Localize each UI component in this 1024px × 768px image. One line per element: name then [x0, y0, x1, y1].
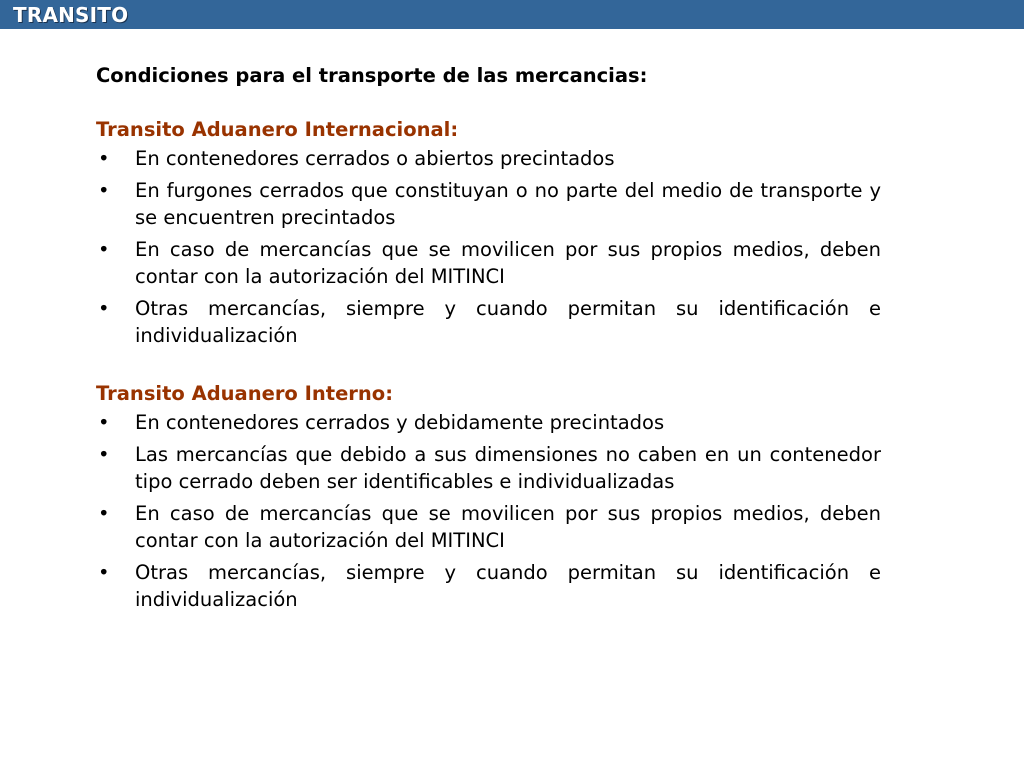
list-item-text: En contenedores cerrados o abiertos precintados	[135, 147, 615, 170]
title-bar	[0, 0, 1024, 29]
list-item-text: Otras mercancías, siempre y cuando permitan su identificación e individualización	[135, 297, 881, 347]
bullet-icon: •	[98, 443, 110, 466]
list-item-text: En furgones cerrados que constituyan o no parte del medio de transporte y se encuentren precintados	[135, 179, 881, 229]
list-item-text: En caso de mercancías que se movilicen por sus propios medios, deben contar con la autorización del MITINCI	[135, 502, 881, 552]
main-heading: Condiciones para el transporte de las mercancias:	[96, 64, 648, 87]
bullet-icon: •	[98, 561, 110, 584]
list-item-text: Otras mercancías, siempre y cuando permitan su identificación e individualización	[135, 561, 881, 611]
list-item	[96, 500, 881, 554]
list-item	[96, 177, 881, 231]
bullet-icon: •	[98, 179, 110, 202]
list-item-text: En contenedores cerrados y debidamente precintados	[135, 411, 665, 434]
bullet-icon: •	[98, 297, 110, 320]
bullet-icon: •	[98, 147, 110, 170]
bullet-icon: •	[98, 411, 110, 434]
bullet-icon: •	[98, 502, 110, 525]
slide-title: TRANSITO	[13, 3, 129, 27]
list-item	[96, 559, 881, 613]
slide-body	[96, 58, 881, 613]
bullet-list-internacional	[96, 145, 881, 349]
section-heading-internacional: Transito Aduanero Internacional:	[96, 118, 459, 141]
list-item	[96, 236, 881, 290]
list-item-text: En caso de mercancías que se movilicen por sus propios medios, deben contar con la autorización del MITINCI	[135, 238, 881, 288]
list-item	[96, 295, 881, 349]
list-item-text: Las mercancías que debido a sus dimensiones no caben en un contenedor tipo cerrado deben ser identificables e individualizadas	[135, 443, 881, 493]
list-item	[96, 145, 881, 172]
bullet-icon: •	[98, 238, 110, 261]
list-item	[96, 409, 881, 436]
bullet-list-interno	[96, 409, 881, 613]
section-heading-interno: Transito Aduanero Interno:	[96, 382, 393, 405]
list-item	[96, 441, 881, 495]
